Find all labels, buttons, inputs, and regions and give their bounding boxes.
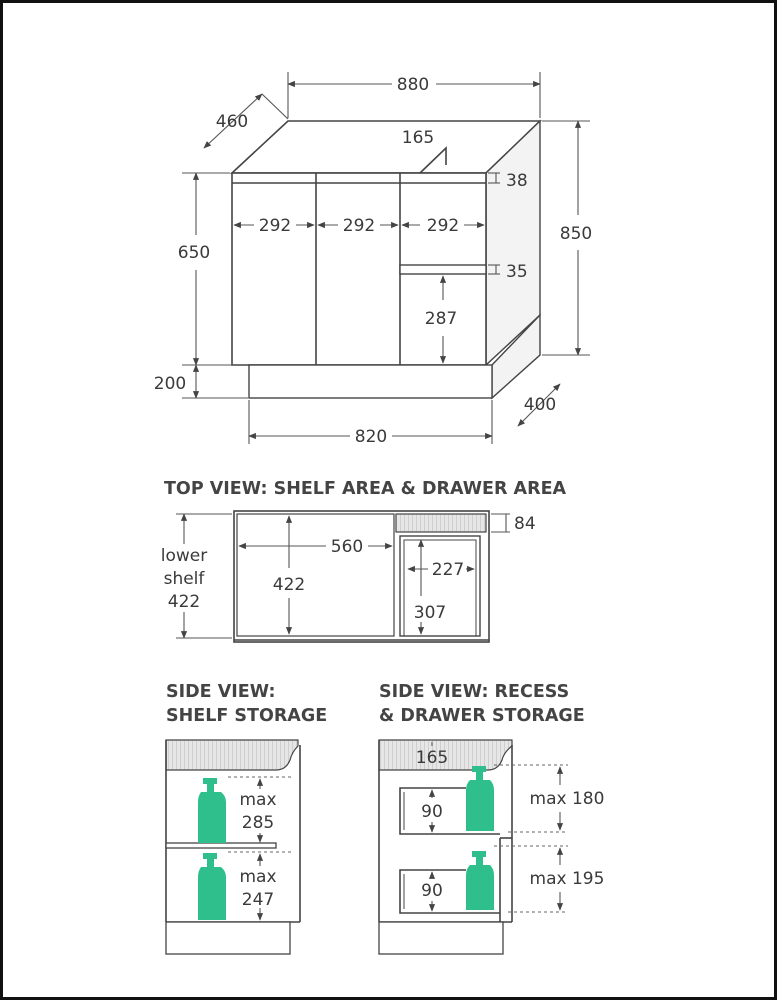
dim-recess-165-side: 165 — [415, 748, 449, 768]
top-view — [161, 479, 567, 642]
dim-body-650: 650 — [177, 243, 211, 263]
side-view-drawer — [379, 682, 604, 954]
kick-board — [249, 365, 492, 398]
drawer-1-max: max 180 — [529, 789, 605, 809]
dim-gap-35: 35 — [506, 262, 528, 282]
dim-drawer-287: 287 — [424, 309, 458, 329]
middle-shelf — [166, 843, 276, 848]
drawer-2-inner-90: 90 — [421, 881, 443, 901]
dim-door-1: 292 — [258, 216, 292, 236]
side-drawer-title-1: SIDE VIEW: RECESS — [379, 682, 570, 702]
dim-door-2: 292 — [342, 216, 376, 236]
dim-width-880: 880 — [396, 75, 430, 95]
side-shelf-title-2: SHELF STORAGE — [166, 706, 328, 726]
lower-shelf-label-1: lower — [160, 546, 208, 566]
front-view — [154, 72, 592, 447]
upper-max-value: 285 — [241, 813, 275, 833]
lower-shelf-value: 422 — [167, 592, 201, 612]
side-shelf-top — [166, 740, 298, 770]
side-view-shelf — [166, 682, 327, 954]
side-drawer-title-2: & DRAWER STORAGE — [379, 706, 585, 726]
dim-recess-165: 165 — [401, 128, 435, 148]
drawer-gap — [400, 265, 486, 274]
side-shelf-kick — [166, 922, 290, 954]
drawer-2-max: max 195 — [529, 869, 605, 889]
dim-kick-width-820: 820 — [354, 427, 388, 447]
lower-max-value: 247 — [241, 890, 275, 910]
dim-recess-84: 84 — [514, 514, 536, 534]
dim-shelf-width-560: 560 — [330, 537, 364, 557]
dim-depth-460: 460 — [215, 112, 249, 132]
bottle-icon-drawer-2 — [466, 851, 494, 910]
bottle-icon-upper — [198, 778, 226, 843]
bottle-icon-drawer-1 — [466, 766, 494, 831]
dim-kick-depth-400: 400 — [523, 395, 557, 415]
top-view-title: TOP VIEW: SHELF AREA & DRAWER AREA — [164, 479, 567, 499]
dim-height-850: 850 — [559, 224, 593, 244]
side-shelf-title-1: SIDE VIEW: — [166, 682, 276, 702]
dim-kick-200: 200 — [153, 374, 187, 394]
lower-shelf-label-2: shelf — [163, 569, 205, 589]
lower-max-label: max — [239, 867, 277, 887]
recess-area — [396, 514, 486, 532]
dim-shelf-depth-422: 422 — [272, 575, 306, 595]
dim-drawer-width-227: 227 — [431, 560, 465, 580]
upper-max-label: max — [239, 790, 277, 810]
dim-top-rail-38: 38 — [506, 171, 528, 191]
dim-door-3: 292 — [426, 216, 460, 236]
drawer-1-inner-90: 90 — [421, 802, 443, 822]
recess-notch — [420, 148, 446, 173]
outer-border — [2, 2, 776, 999]
bottle-icon-lower — [198, 853, 226, 920]
dim-drawer-depth-307: 307 — [413, 603, 447, 623]
side-drawer-kick — [379, 922, 503, 954]
